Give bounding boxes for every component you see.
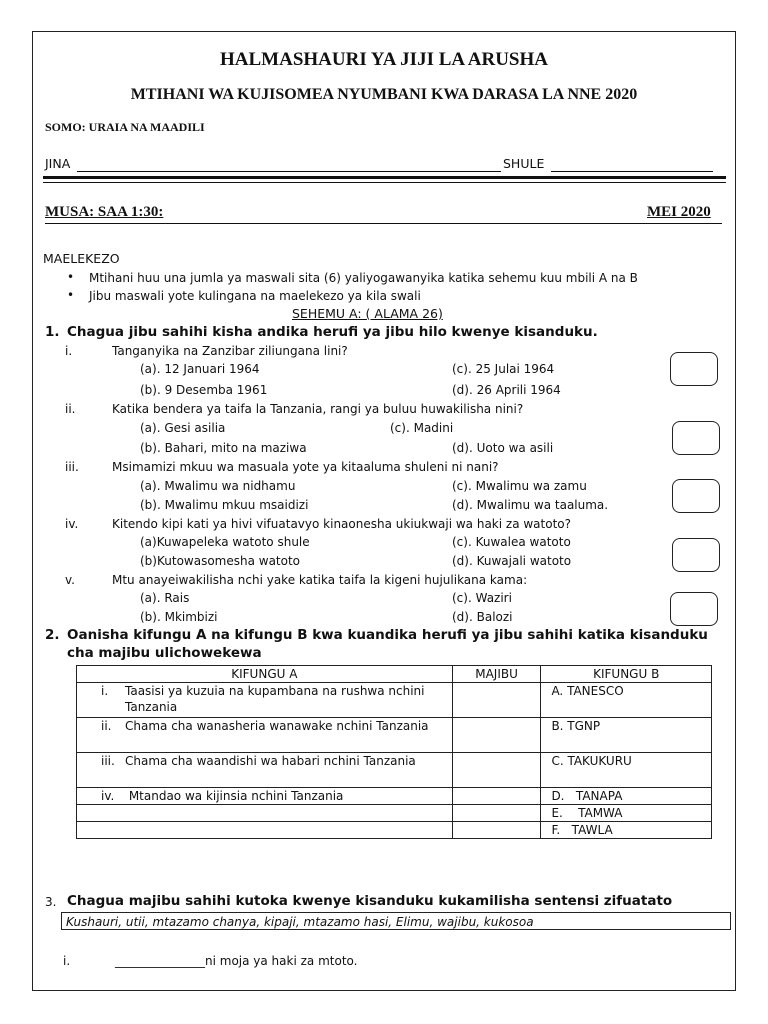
name-label: JINA: [45, 156, 71, 171]
answer-box[interactable]: [672, 479, 720, 513]
kifungu-b-cell: C. TAKUKURU: [541, 753, 712, 788]
q3-item-number: i.: [63, 954, 71, 968]
answer-cell[interactable]: [452, 788, 541, 805]
bullet-icon: •: [67, 270, 75, 284]
instruction-item: Mtihani huu una jumla ya maswali sita (6) yaliyogawanyika katika sehemu kuu mbili A na B: [89, 271, 638, 285]
time-allowed: MUSA: SAA 1:30:: [45, 204, 164, 220]
q1-item-question: Kitendo kipi kati ya hivi vifuatavyo kinaonesha ukiukwaji wa haki za watoto?: [112, 517, 571, 531]
row-number: ii.: [101, 719, 112, 733]
option-b: (b). 9 Desemba 1961: [140, 383, 268, 397]
answer-box[interactable]: [670, 592, 718, 626]
kifungu-a-cell: [77, 718, 453, 753]
q1-item-number: iv.: [65, 517, 79, 531]
option-c: (c). Waziri: [452, 591, 512, 605]
option-a: (a). Mwalimu wa nidhamu: [140, 479, 296, 493]
option-d: (d). 26 Aprili 1964: [452, 383, 561, 397]
option-d: (d). Kuwajali watoto: [452, 554, 572, 568]
q1-number: 1.: [45, 324, 60, 340]
q1-instruction: Chagua jibu sahihi kisha andika herufi ya jibu hilo kwenye kisanduku.: [67, 324, 598, 340]
option-b: (b). Mwalimu mkuu msaidizi: [140, 498, 309, 512]
row-number: i.: [101, 684, 109, 698]
answer-box[interactable]: [670, 352, 718, 386]
matching-table: [76, 665, 712, 839]
kifungu-a-cell: [77, 753, 453, 788]
option-a: (a). Gesi asilia: [140, 421, 226, 435]
answer-box[interactable]: [672, 421, 720, 455]
kifungu-a-cell: [77, 805, 453, 822]
header-rule-thick: [43, 176, 726, 179]
word-bank-box: Kushauri, utii, mtazamo chanya, kipaji, mtazamo hasi, Elimu, wajibu, kukosoa: [61, 912, 731, 930]
option-c: (c). 25 Julai 1964: [452, 362, 555, 376]
column-header-kifungu-b: KIFUNGU B: [541, 666, 712, 683]
row-number: iv.: [101, 789, 115, 803]
table-header-row: [77, 666, 712, 683]
bullet-icon: •: [67, 288, 75, 302]
option-c: (c). Madini: [390, 421, 454, 435]
option-b: (b). Bahari, mito na maziwa: [140, 441, 307, 455]
option-d: (d). Balozi: [452, 610, 513, 624]
table-row: [77, 718, 712, 753]
q1-item-question: Msimamizi mkuu wa masuala yote ya kitaaluma shuleni ni nani?: [112, 460, 499, 474]
q2-instruction: Oanisha kifungu A na kifungu B kwa kuandika herufi ya jibu sahihi katika kisanduku: [67, 627, 708, 643]
option-d: (d). Uoto wa asili: [452, 441, 554, 455]
answer-box[interactable]: [672, 538, 720, 572]
q1-item-question: Tanganyika na Zanzibar ziliungana lini?: [112, 344, 348, 358]
q1-item-number: v.: [65, 573, 75, 587]
q3-instruction: Chagua majibu sahihi kutoka kwenye kisanduku kukamilisha sentensi zifuatato: [67, 893, 673, 909]
exam-date: MEI 2020: [647, 204, 711, 220]
option-b: (b)Kutowasomesha watoto: [140, 554, 301, 568]
kifungu-a-text: Taasisi ya kuzuia na kupambana na rushwa nchini Tanzania: [125, 684, 425, 714]
option-b: (b). Mkimbizi: [140, 610, 218, 624]
kifungu-a-text: Mtandao wa kijinsia nchini Tanzania: [125, 789, 344, 803]
option-c: (c). Mwalimu wa zamu: [452, 479, 587, 493]
table-row: [77, 753, 712, 788]
table-row: [77, 805, 712, 822]
table-row: [77, 683, 712, 718]
answer-cell[interactable]: [452, 718, 541, 753]
q2-number: 2.: [45, 627, 60, 643]
row-number: iii.: [101, 754, 115, 768]
q1-item-question: Mtu anayeiwakilisha nchi yake katika taifa la kigeni hujulikana kama:: [112, 573, 528, 587]
answer-cell[interactable]: [452, 753, 541, 788]
school-label: SHULE: [503, 156, 545, 171]
section-a-heading: SEHEMU A: ( ALAMA 26): [292, 306, 443, 321]
kifungu-a-text: Chama cha wanasheria wanawake nchini Tanzania: [125, 719, 429, 733]
kifungu-a-cell: [77, 788, 453, 805]
kifungu-a-text: Chama cha waandishi wa habari nchini Tanzania: [125, 754, 416, 768]
column-header-kifungu-a: KIFUNGU A: [77, 666, 453, 683]
time-date-underline: [45, 223, 722, 224]
q1-item-number: i.: [65, 344, 73, 358]
kifungu-b-cell: F. TAWLA: [541, 822, 712, 839]
school-field-line[interactable]: [551, 171, 713, 172]
subject-label: SOMO: URAIA NA MAADILI: [45, 120, 205, 134]
q3-item-text[interactable]: _______________ni moja ya haki za mtoto.: [115, 954, 358, 968]
q2-instruction-cont: cha majibu ulichowekewa: [67, 645, 262, 661]
q1-item-number: ii.: [65, 402, 76, 416]
kifungu-b-cell: B. TGNP: [541, 718, 712, 753]
q1-item-number: iii.: [65, 460, 79, 474]
kifungu-a-cell: [77, 822, 453, 839]
q3-number: 3.: [45, 895, 57, 909]
kifungu-b-cell: E. TAMWA: [541, 805, 712, 822]
instructions-heading: MAELEKEZO: [43, 251, 120, 266]
answer-cell[interactable]: [452, 683, 541, 718]
option-c: (c). Kuwalea watoto: [452, 535, 571, 549]
council-title: HALMASHAURI YA JIJI LA ARUSHA: [220, 49, 548, 70]
option-a: (a)Kuwapeleka watoto shule: [140, 535, 310, 549]
kifungu-b-cell: D. TANAPA: [541, 788, 712, 805]
answer-cell[interactable]: [452, 822, 541, 839]
q1-item-question: Katika bendera ya taifa la Tanzania, rangi ya buluu huwakilisha nini?: [112, 402, 524, 416]
option-a: (a). 12 Januari 1964: [140, 362, 260, 376]
kifungu-a-cell: [77, 683, 453, 718]
kifungu-b-cell: A. TANESCO: [541, 683, 712, 718]
option-d: (d). Mwalimu wa taaluma.: [452, 498, 609, 512]
exam-page: [32, 31, 736, 991]
table-row: [77, 788, 712, 805]
column-header-majibu: MAJIBU: [452, 666, 541, 683]
instruction-item: Jibu maswali yote kulingana na maelekezo ya kila swali: [89, 289, 421, 303]
name-field-line[interactable]: [77, 171, 501, 172]
table-row: [77, 822, 712, 839]
option-a: (a). Rais: [140, 591, 190, 605]
answer-cell[interactable]: [452, 805, 541, 822]
exam-title: MTIHANI WA KUJISOMEA NYUMBANI KWA DARASA LA NNE 2020: [130, 86, 638, 103]
header-rule-thin: [43, 182, 726, 183]
